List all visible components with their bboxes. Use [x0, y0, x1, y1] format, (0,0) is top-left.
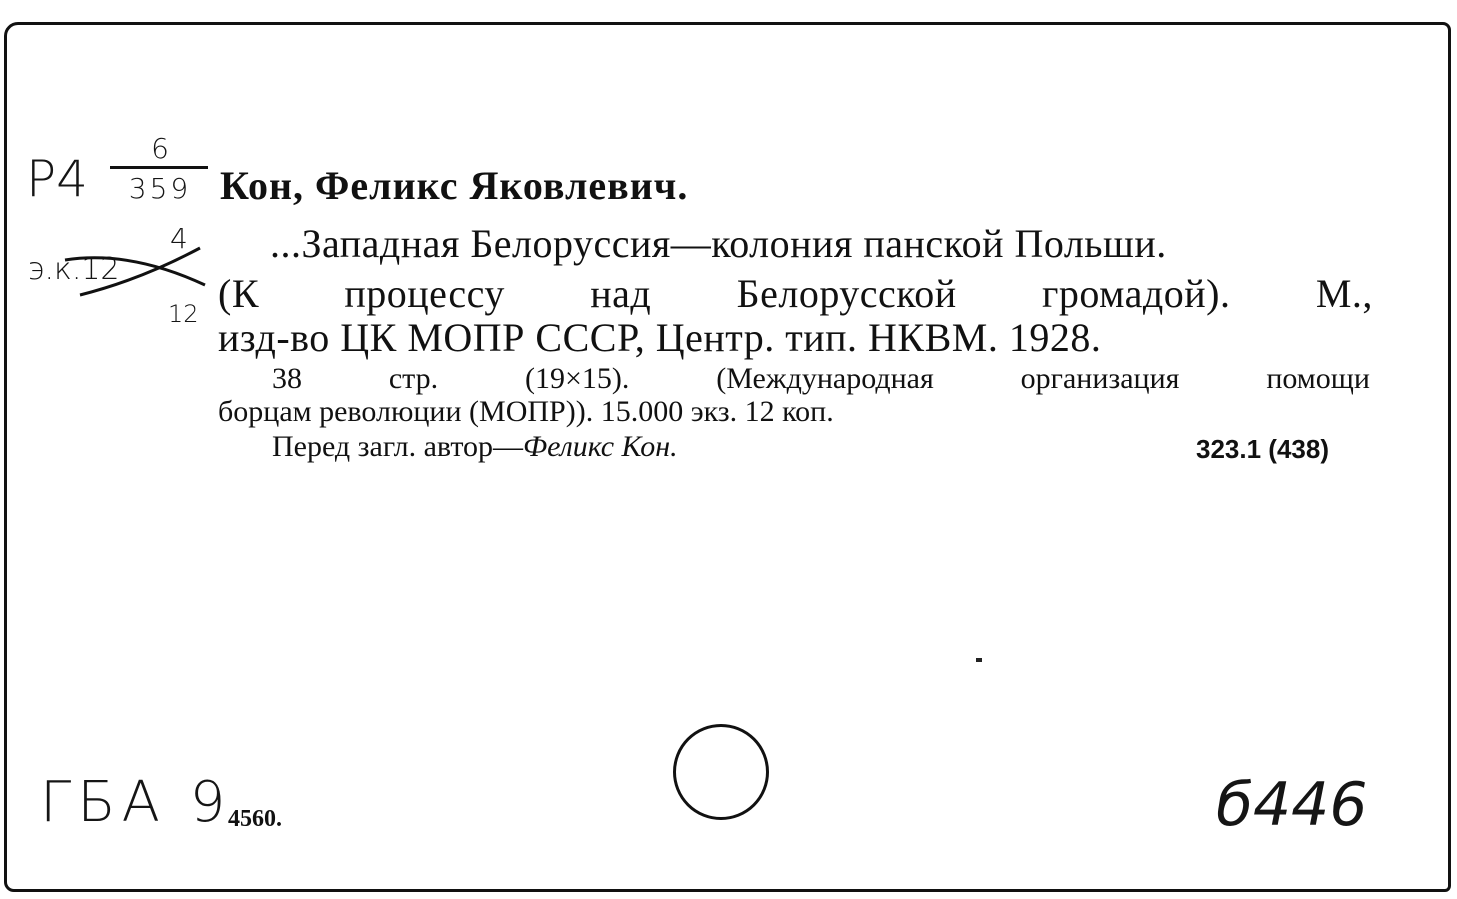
subtitle-word: Белорусской [736, 271, 957, 316]
copy-note-new: 4 [170, 222, 188, 255]
copy-note-crossed-text: э.к.12 [28, 252, 120, 287]
author-heading: Кон, Феликс Яковлевич. [220, 163, 689, 208]
subtitle-word: М., [1315, 271, 1373, 316]
subtitle-line [218, 270, 1373, 317]
shelfmark-numerator: 6 [151, 132, 169, 165]
collation-word: помощи [1266, 362, 1370, 395]
collation-word: (19×15). [525, 362, 630, 395]
title-line: ...Западная Белоруссия—колония панской Польши. [270, 221, 1167, 266]
note-prefix: Перед загл. автор— [272, 430, 524, 463]
subtitle-word: над [590, 271, 652, 316]
subtitle-word: процессу [344, 271, 505, 316]
inventory-code: б446 [1216, 770, 1368, 840]
shelfmark-denominator: 359 [128, 172, 192, 205]
collation-word: (Международная [716, 362, 934, 395]
collation-word: стр. [388, 362, 439, 395]
note-line [272, 430, 678, 464]
note-author: Феликс Кон. [523, 430, 678, 463]
stamp-number: 4560. [228, 806, 282, 832]
collation-word: организация [1020, 362, 1180, 395]
collation-word: 38 [272, 362, 302, 395]
copy-note-sub: 12 [168, 300, 199, 328]
shelfmark-prefix: Р4 [26, 150, 88, 208]
punch-hole [673, 724, 769, 820]
classification-number: 323.1 (438) [1196, 434, 1329, 464]
imprint-line: изд-во ЦК МОПР СССР, Центр. тип. НКВМ. 1928. [218, 315, 1102, 360]
speck [976, 658, 982, 662]
shelfmark-fraction-bar [110, 166, 208, 169]
collation-line [272, 362, 1370, 396]
subtitle-word: громадой). [1041, 271, 1231, 316]
library-stamp: ГБА 9 [40, 770, 232, 835]
series-line: борцам революции (МОПР)). 15.000 экз. 12 коп. [218, 395, 834, 428]
subtitle-word: (К [218, 271, 259, 316]
